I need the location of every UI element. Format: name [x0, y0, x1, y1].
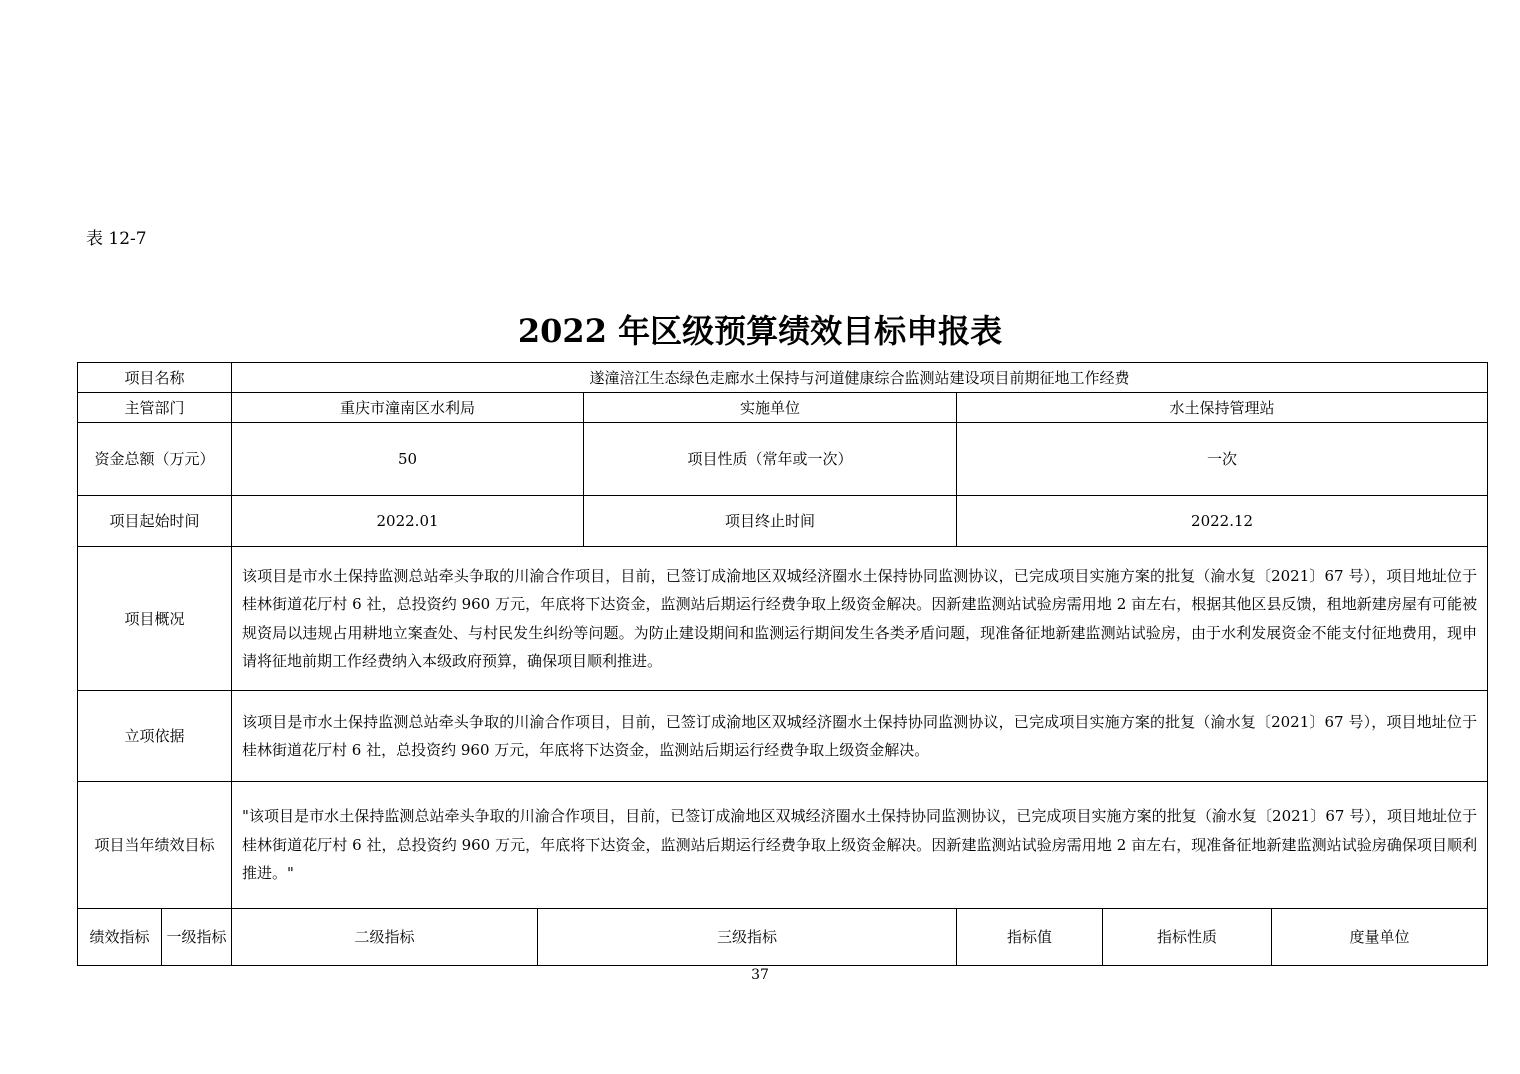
annual-goal-label: 项目当年绩效目标: [78, 782, 232, 909]
end-time-label: 项目终止时间: [584, 496, 957, 547]
level3-header: 三级指标: [538, 909, 957, 966]
implementer-value: 水土保持管理站: [957, 393, 1488, 423]
department-label: 主管部门: [78, 393, 232, 423]
nature-value: 一次: [957, 423, 1488, 496]
row-project-name: [78, 363, 1488, 393]
overview-text: 该项目是市水土保持监测总站牵头争取的川渝合作项目，目前，已签订成渝地区双城经济圈水土保持协同监测协议，已完成项目实施方案的批复（渝水复〔2021〕67 号），项目地址位于桂林街道花厅村 6 社，总投资约 960 万元，年底将下达资金，监测站后期运行经费争取上级资金解决。因新建监测站试验房需用地 2 亩左右，根据其他区县反馈，租地新建房屋有可能被规资局以违规占用耕地立案查处、与村民发生纠纷等问题。为防止建设期间和监测运行期间发生各类矛盾问题，现准备征地新建监测站试验房，由于水利发展资金不能支付征地费用，现申请将征地前期工作经费纳入本级政府预算，确保项目顺利推进。: [232, 547, 1488, 691]
table-number: 表 12-7: [86, 229, 147, 249]
department-value: 重庆市潼南区水利局: [232, 393, 584, 423]
measure-unit-header: 度量单位: [1272, 909, 1488, 966]
level1-header: 一级指标: [162, 909, 232, 966]
document-title: 2022 年区级预算绩效目标申报表: [517, 312, 1003, 350]
total-funds-value: 50: [232, 423, 584, 496]
start-time-value: 2022.01: [232, 496, 584, 547]
annual-goal-text: "该项目是市水土保持监测总站牵头争取的川渝合作项目，目前，已签订成渝地区双城经济圈水土保持协同监测协议，已完成项目实施方案的批复（渝水复〔2021〕67 号），项目地址位于桂林街道花厅村 6 社，总投资约 960 万元，年底将下达资金，监测站后期运行经费争取上级资金解决。因新建监测站试验房需用地 2 亩左右，现准备征地新建监测站试验房确保项目顺利推进。": [232, 782, 1488, 909]
project-name-label: 项目名称: [78, 363, 232, 393]
total-funds-label: 资金总额（万元）: [78, 423, 232, 496]
implementer-label: 实施单位: [584, 393, 957, 423]
page-number: 37: [751, 967, 769, 983]
row-annual-goal: [78, 782, 1488, 909]
row-funds: [78, 423, 1488, 496]
basis-label: 立项依据: [78, 691, 232, 782]
indicator-nature-header: 指标性质: [1103, 909, 1272, 966]
row-time: [78, 496, 1488, 547]
project-name-value: 遂潼涪江生态绿色走廊水土保持与河道健康综合监测站建设项目前期征地工作经费: [232, 363, 1488, 393]
level2-header: 二级指标: [232, 909, 538, 966]
end-time-value: 2022.12: [957, 496, 1488, 547]
basis-text: 该项目是市水土保持监测总站牵头争取的川渝合作项目，目前，已签订成渝地区双城经济圈水土保持协同监测协议，已完成项目实施方案的批复（渝水复〔2021〕67 号），项目地址位于桂林街道花厅村 6 社，总投资约 960 万元，年底将下达资金，监测站后期运行经费争取上级资金解决。: [232, 691, 1488, 782]
nature-label: 项目性质（常年或一次）: [584, 423, 957, 496]
overview-label: 项目概况: [78, 547, 232, 691]
row-indicators-header: [78, 909, 1488, 966]
row-overview: [78, 547, 1488, 691]
indicator-value-header: 指标值: [957, 909, 1103, 966]
row-department: [78, 393, 1488, 423]
start-time-label: 项目起始时间: [78, 496, 232, 547]
budget-performance-table: [77, 362, 1488, 966]
indicators-label: 绩效指标: [78, 909, 162, 966]
row-basis: [78, 691, 1488, 782]
